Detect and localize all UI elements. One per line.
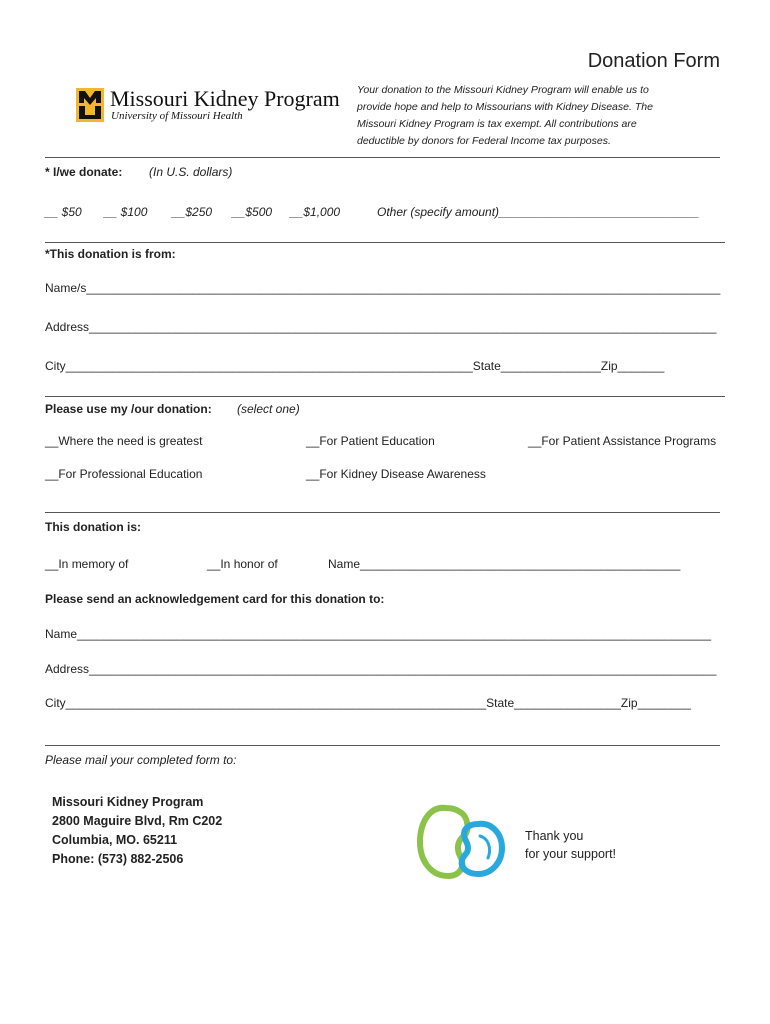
ack-label: Please send an acknowledgement card for this donation to: (45, 592, 385, 606)
tribute-name-field[interactable]: Name________________________________________________ (328, 557, 681, 571)
donor-names-field[interactable]: Name/s_______________________________________________________________________________________________ (45, 281, 721, 295)
ack-name-field[interactable]: Name_______________________________________________________________________________________________ (45, 627, 712, 641)
donor-address-field[interactable]: Address______________________________________________________________________________________________ (45, 320, 717, 334)
divider (45, 242, 725, 243)
logo-name: Missouri Kidney Program (110, 86, 340, 111)
amount-option-100[interactable]: __ $100 (104, 205, 148, 219)
intro-line: provide hope and help to Missourians with Kidney Disease. The (357, 101, 653, 113)
donate-label: * I/we donate: (45, 165, 123, 179)
divider (45, 157, 720, 158)
mailing-address (52, 793, 222, 869)
use-option-patient-education[interactable]: __For Patient Education (306, 434, 435, 448)
intro-line: Your donation to the Missouri Kidney Program will enable us to (357, 84, 649, 96)
currency-note: (In U.S. dollars) (149, 165, 233, 179)
intro-line: deductible by donors for Federal Income tax purposes. (357, 135, 611, 147)
in-memory-option[interactable]: __In memory of (45, 557, 129, 571)
divider (45, 745, 720, 746)
ack-city-state-zip-field[interactable]: City_______________________________________________________________State________________Zip________ (45, 696, 691, 710)
logo-subtitle: University of Missouri Health (111, 110, 243, 122)
amount-other-field[interactable]: Other (specify amount)______________________________ (377, 205, 700, 219)
mizzou-tiger-m-icon (76, 88, 104, 122)
mail-line: Missouri Kidney Program (52, 795, 204, 809)
amount-option-500[interactable]: __$500 (232, 205, 273, 219)
thank-you-text (525, 827, 616, 863)
donor-label: *This donation is from: (45, 247, 176, 261)
mail-line: 2800 Maguire Blvd, Rm C202 (52, 814, 223, 828)
thank-you-line: for your support! (525, 847, 617, 861)
amount-option-250[interactable]: __$250 (172, 205, 213, 219)
amount-option-1000[interactable]: __$1,000 (290, 205, 341, 219)
use-option-kidney-awareness[interactable]: __For Kidney Disease Awareness (306, 467, 486, 481)
amount-option-50[interactable]: __ $50 (45, 205, 82, 219)
intro-paragraph (357, 82, 653, 150)
thank-you-line: Thank you (525, 829, 584, 843)
mail-line: Columbia, MO. 65211 (52, 833, 178, 847)
donor-city-state-zip-field[interactable]: City_____________________________________________________________State_______________Zip_______ (45, 359, 665, 373)
kidney-icon (416, 804, 506, 880)
intro-line: Missouri Kidney Program is tax exempt. All contributions are (357, 118, 637, 130)
ack-address-field[interactable]: Address______________________________________________________________________________________________ (45, 662, 717, 676)
divider (45, 396, 725, 397)
form-title: Donation Form (587, 50, 720, 72)
use-option-professional-education[interactable]: __For Professional Education (45, 467, 203, 481)
select-one-note: (select one) (237, 402, 300, 416)
use-option-patient-assistance[interactable]: __For Patient Assistance Programs (528, 434, 717, 448)
use-option-need[interactable]: __Where the need is greatest (45, 434, 203, 448)
use-label: Please use my /our donation: (45, 402, 212, 416)
tribute-label: This donation is: (45, 520, 141, 534)
in-honor-option[interactable]: __In honor of (207, 557, 278, 571)
mail-line: Phone: (573) 882-2506 (52, 852, 184, 866)
divider (45, 512, 720, 513)
mail-label: Please mail your completed form to: (45, 753, 237, 767)
